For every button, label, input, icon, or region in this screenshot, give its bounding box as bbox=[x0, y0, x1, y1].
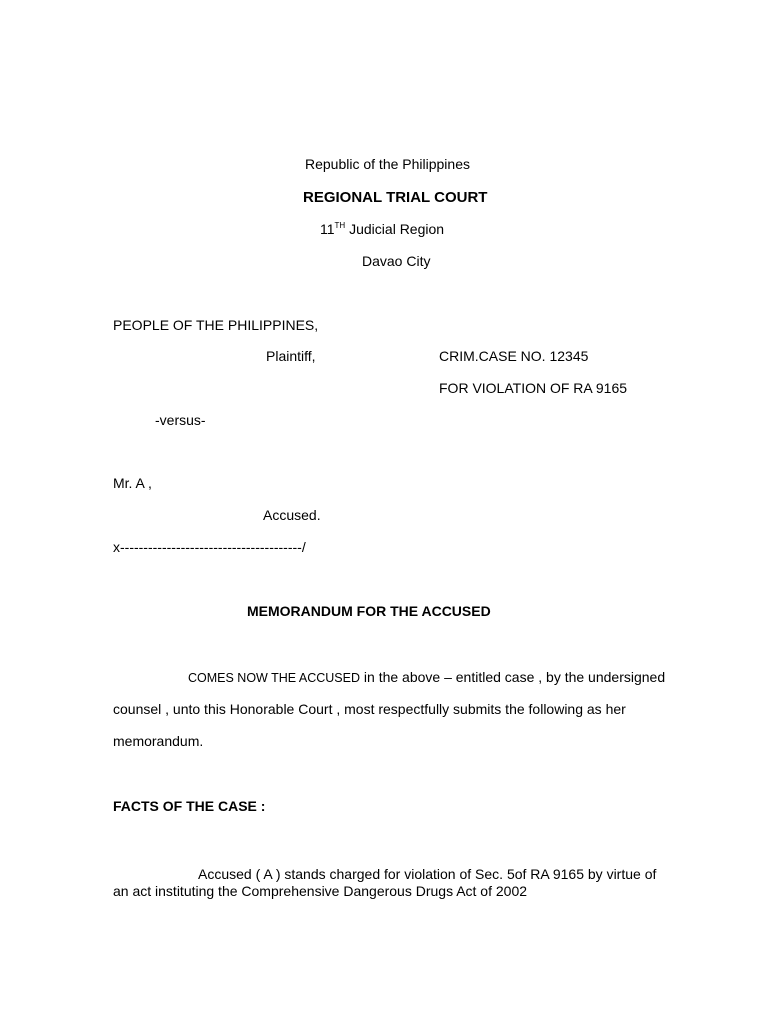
violation-line: FOR VIOLATION OF RA 9165 bbox=[439, 380, 628, 396]
plaintiff-label: Plaintiff, bbox=[266, 348, 316, 364]
court-name: REGIONAL TRIAL COURT bbox=[303, 189, 488, 206]
plaintiff-party: PEOPLE OF THE PHILIPPINES, bbox=[113, 317, 319, 333]
caption-separator: x---------------------------------------/ bbox=[113, 539, 306, 555]
intro-line-1-rest: in the above – entitled case , by the undersigned bbox=[360, 669, 666, 685]
facts-line-1: Accused ( A ) stands charged for violation of Sec. 5of RA 9165 by virtue of bbox=[198, 866, 657, 882]
region-number: 11 bbox=[320, 221, 335, 237]
intro-line-1 bbox=[113, 670, 673, 685]
city-line: Davao City bbox=[362, 253, 431, 269]
facts-heading: FACTS OF THE CASE : bbox=[113, 798, 266, 814]
intro-line-3: memorandum. bbox=[113, 733, 204, 749]
judicial-region bbox=[320, 222, 444, 236]
versus-line: -versus- bbox=[155, 412, 206, 428]
accused-party: Mr. A , bbox=[113, 475, 152, 491]
republic-line: Republic of the Philippines bbox=[305, 156, 470, 172]
intro-line-2: counsel , unto this Honorable Court , most respectfully submits the following as her bbox=[113, 701, 626, 717]
intro-lead: COMES NOW THE ACCUSED bbox=[188, 671, 361, 685]
document-title: MEMORANDUM FOR THE ACCUSED bbox=[247, 603, 491, 619]
region-ordinal: TH bbox=[334, 221, 346, 230]
facts-line-2: an act instituting the Comprehensive Dangerous Drugs Act of 2002 bbox=[113, 883, 528, 899]
accused-label: Accused. bbox=[263, 507, 321, 523]
region-text: Judicial Region bbox=[345, 221, 445, 237]
case-number: CRIM.CASE NO. 12345 bbox=[439, 348, 589, 364]
